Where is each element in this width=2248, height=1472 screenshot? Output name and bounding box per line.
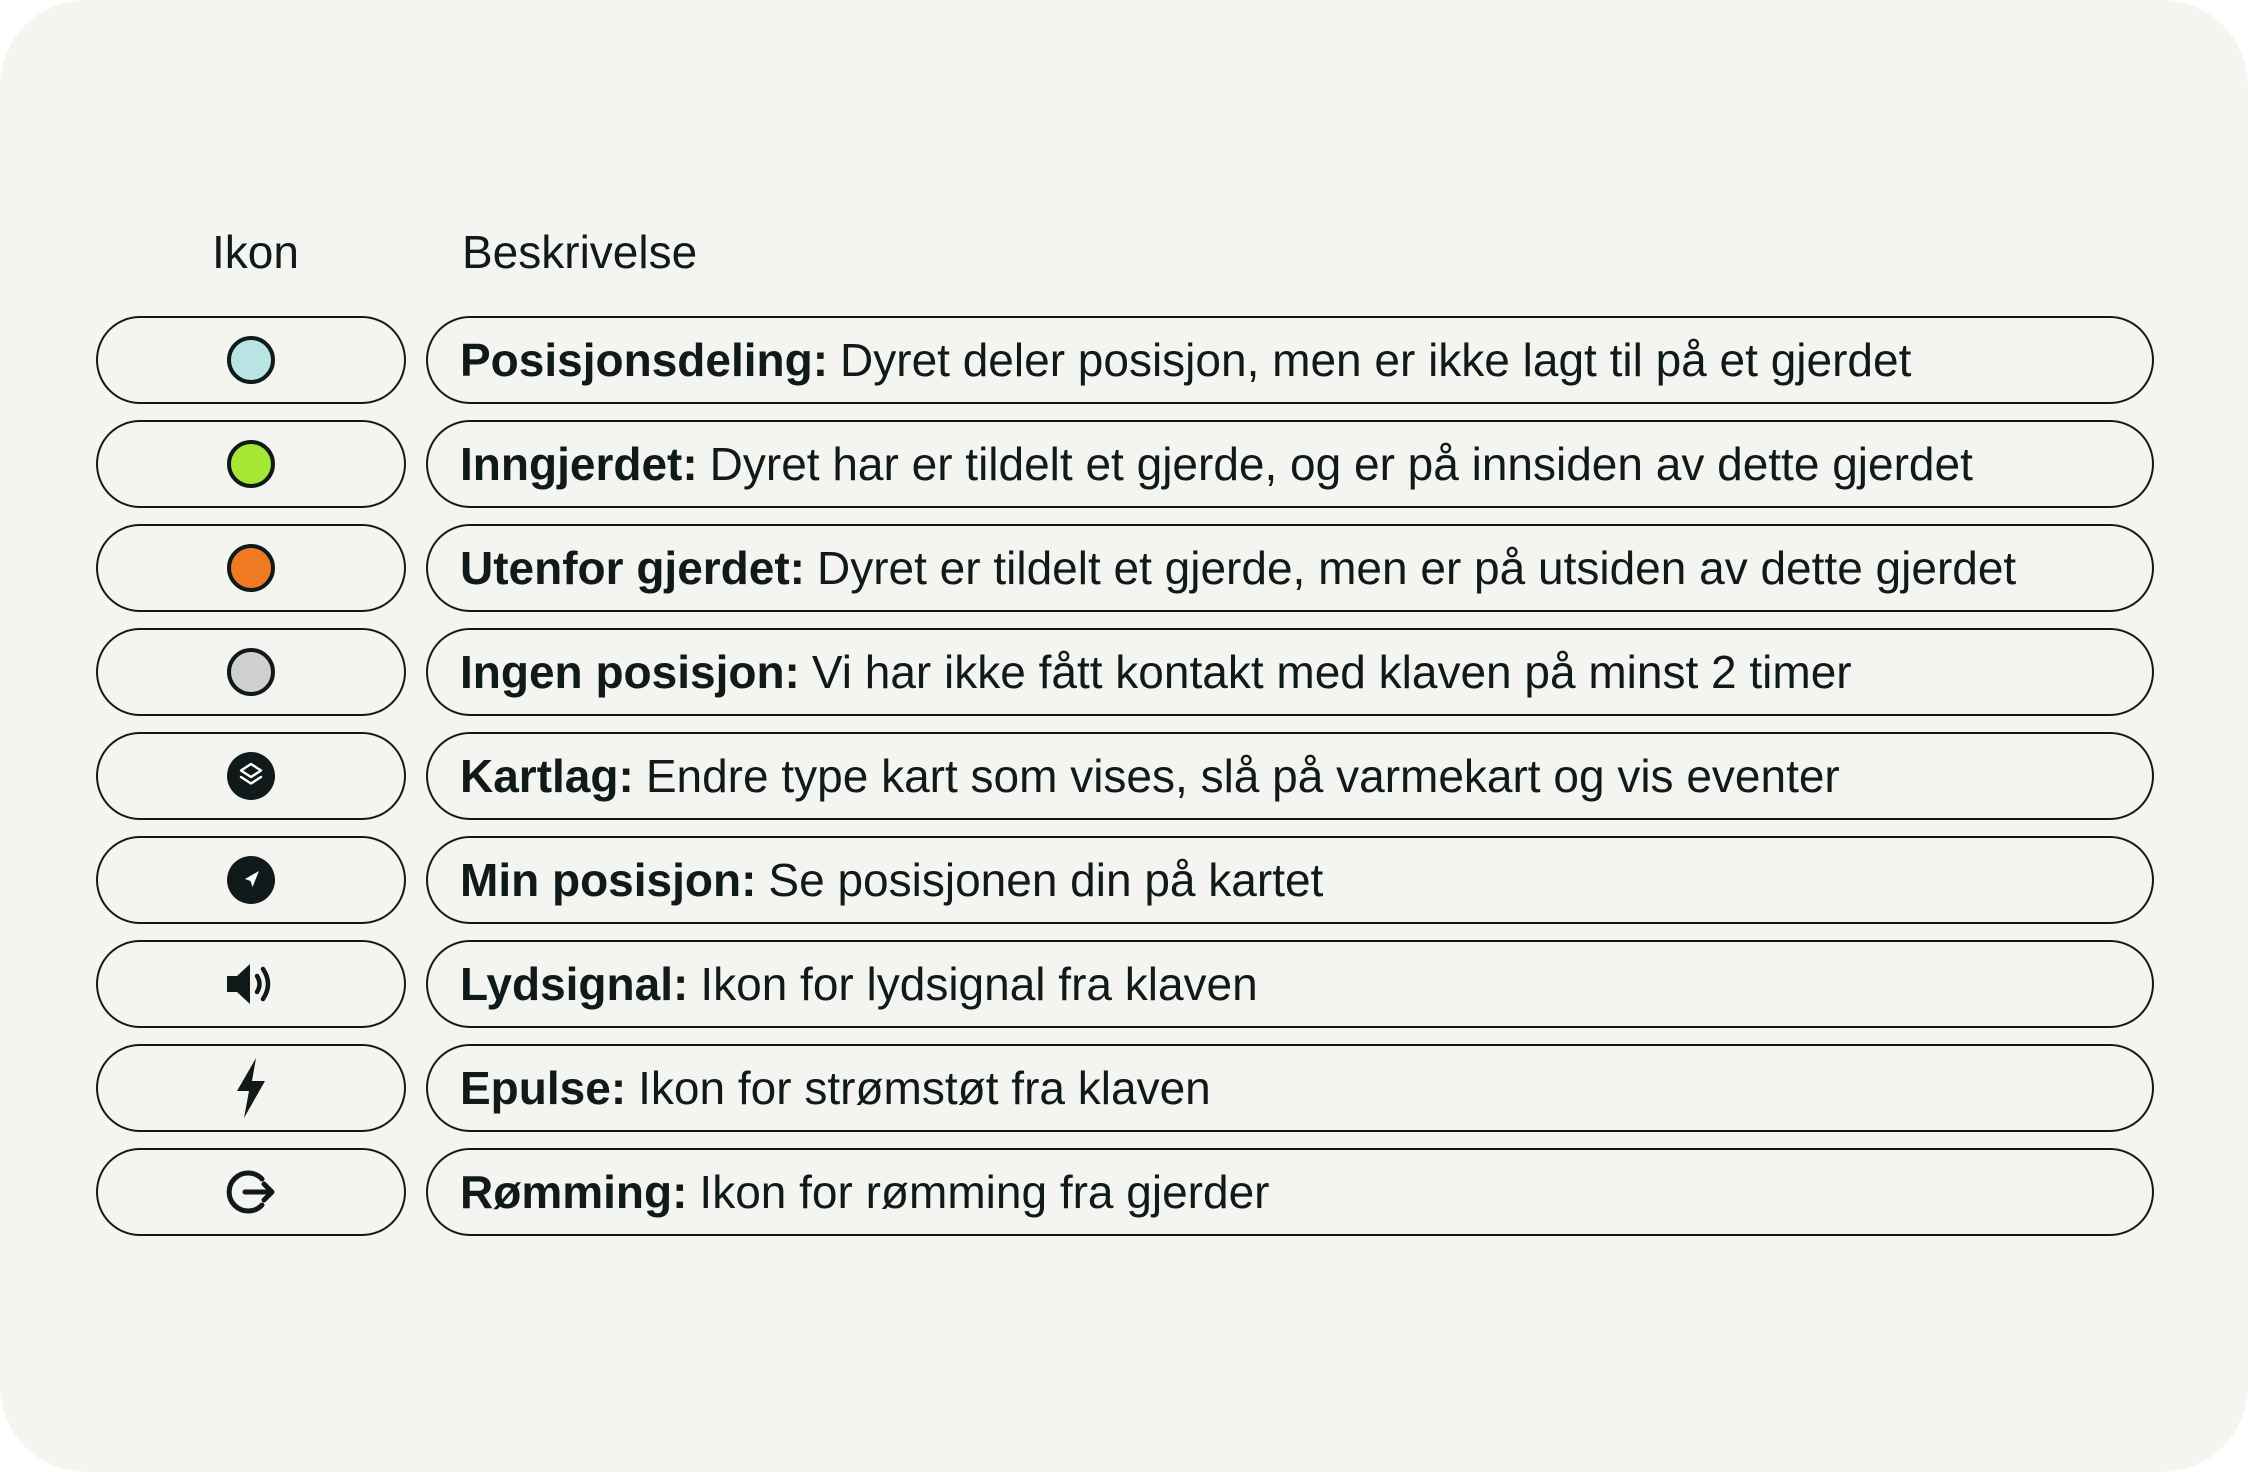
legend-text: Vi har ikke fått kontakt med klaven på minst 2 timer xyxy=(811,646,1852,698)
icon-cell xyxy=(96,316,406,404)
legend-term: Lydsignal: xyxy=(460,958,689,1010)
description-cell xyxy=(426,628,2154,716)
legend-row-ingen-posisjon xyxy=(96,628,2154,720)
exit-icon xyxy=(226,1167,276,1217)
legend-row-epulse xyxy=(96,1044,2154,1136)
legend-row-posisjonsdeling xyxy=(96,316,2154,408)
description-cell xyxy=(426,316,2154,404)
legend-text: Se posisjonen din på kartet xyxy=(768,854,1324,906)
status-dot-orange-icon xyxy=(227,544,275,592)
legend-row-utenfor-gjerdet xyxy=(96,524,2154,616)
icon-cell xyxy=(96,420,406,508)
header-icon-column: Ikon xyxy=(212,226,299,278)
description-cell xyxy=(426,524,2154,612)
legend-term: Utenfor gjerdet: xyxy=(460,542,805,594)
icon-cell xyxy=(96,628,406,716)
legend-term: Posisjonsdeling: xyxy=(460,334,829,386)
legend-text: Ikon for lydsignal fra klaven xyxy=(700,958,1258,1010)
legend-text: Dyret deler posisjon, men er ikke lagt til på et gjerdet xyxy=(840,334,1912,386)
status-dot-green-icon xyxy=(227,440,275,488)
description-cell xyxy=(426,732,2154,820)
icon-cell xyxy=(96,732,406,820)
description-cell xyxy=(426,1044,2154,1132)
status-dot-light-blue-icon xyxy=(227,336,275,384)
legend-row-lydsignal xyxy=(96,940,2154,1032)
legend-row-romming xyxy=(96,1148,2154,1240)
legend-text: Endre type kart som vises, slå på varmekart og vis eventer xyxy=(645,750,1840,802)
icon-cell xyxy=(96,1148,406,1236)
legend-term: Ingen posisjon: xyxy=(460,646,800,698)
legend-row-inngjerdet xyxy=(96,420,2154,512)
icon-cell xyxy=(96,524,406,612)
legend-text: Dyret er tildelt et gjerde, men er på utsiden av dette gjerdet xyxy=(817,542,2017,594)
description-cell xyxy=(426,420,2154,508)
icon-cell xyxy=(96,940,406,1028)
legend-row-min-posisjon xyxy=(96,836,2154,928)
icon-cell xyxy=(96,1044,406,1132)
legend-text: Ikon for rømming fra gjerder xyxy=(699,1166,1270,1218)
lightning-bolt-icon xyxy=(231,1057,271,1119)
legend-header xyxy=(0,222,2248,282)
icon-cell xyxy=(96,836,406,924)
location-arrow-icon xyxy=(226,855,276,905)
legend-term: Kartlag: xyxy=(460,750,634,802)
speaker-icon xyxy=(224,959,278,1009)
layers-icon xyxy=(226,751,276,801)
description-cell xyxy=(426,940,2154,1028)
legend-text: Dyret har er tildelt et gjerde, og er på innsiden av dette gjerdet xyxy=(709,438,1973,490)
header-description-column: Beskrivelse xyxy=(462,226,698,278)
legend-text: Ikon for strømstøt fra klaven xyxy=(638,1062,1211,1114)
legend-term: Min posisjon: xyxy=(460,854,757,906)
legend-row-kartlag xyxy=(96,732,2154,824)
description-cell xyxy=(426,1148,2154,1236)
legend-term: Rømming: xyxy=(460,1166,688,1218)
description-cell xyxy=(426,836,2154,924)
status-dot-grey-icon xyxy=(227,648,275,696)
legend-term: Inngjerdet: xyxy=(460,438,698,490)
legend-term: Epulse: xyxy=(460,1062,627,1114)
legend-rows xyxy=(96,316,2154,1252)
